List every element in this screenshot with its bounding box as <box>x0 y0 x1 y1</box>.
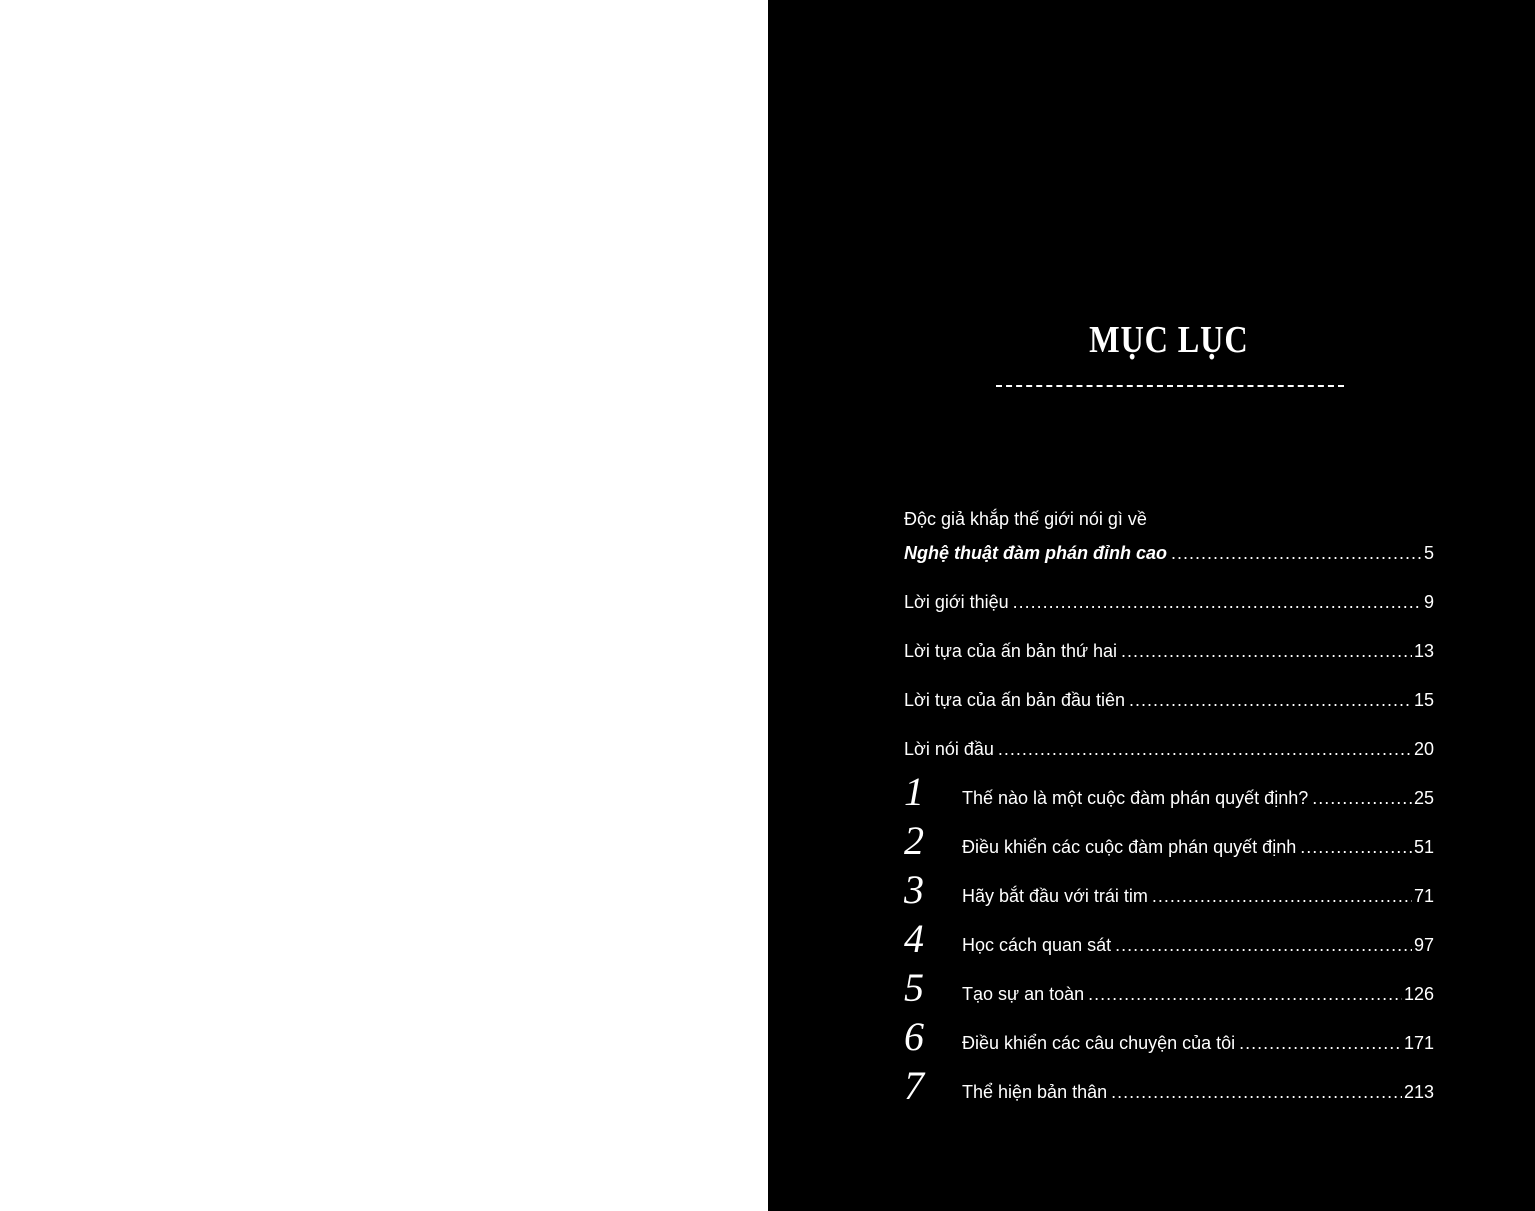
toc-entry-page: 71 <box>1413 886 1434 906</box>
toc-entry-label: Thế nào là một cuộc đàm phán quyết định? <box>962 788 1309 808</box>
toc-entry-chapter-4[interactable] <box>962 930 1434 956</box>
toc-entry-page: 5 <box>1423 543 1434 563</box>
toc-entry-second-edition-preface[interactable] <box>904 636 1434 662</box>
toc-entry-label: Lời nói đầu <box>904 739 994 759</box>
toc-entry-label: Điều khiển các cuộc đàm phán quyết định <box>962 837 1297 857</box>
dot-leader <box>1121 640 1412 662</box>
toc-entry-readers[interactable] <box>904 538 1434 564</box>
dot-leader <box>998 738 1412 760</box>
toc-entry-page: 20 <box>1413 739 1434 759</box>
toc-entry-page: 9 <box>1423 592 1434 612</box>
toc-entry-label: Điều khiển các câu chuyện của tôi <box>962 1033 1236 1053</box>
toc-entry-readers-line1: Độc giả khắp thế giới nói gì về <box>904 509 1147 529</box>
title-divider <box>996 385 1344 387</box>
toc-title: MỤC LỤC <box>1089 319 1249 361</box>
chapter-number: 2 <box>904 818 924 863</box>
toc-entry-page: 126 <box>1403 984 1434 1004</box>
toc-entry-chapter-6[interactable] <box>962 1028 1434 1054</box>
toc-entry-label: Tạo sự an toàn <box>962 984 1085 1004</box>
toc-entry-chapter-3[interactable] <box>962 881 1434 907</box>
toc-entry-introduction[interactable] <box>904 587 1434 613</box>
toc-entry-label: Thể hiện bản thân <box>962 1082 1108 1102</box>
dot-leader <box>1171 542 1422 564</box>
toc-entry-page: 13 <box>1413 641 1434 661</box>
chapter-number: 7 <box>904 1063 924 1108</box>
toc-entry-label: Lời giới thiệu <box>904 592 1009 612</box>
chapter-number: 1 <box>904 769 924 814</box>
dot-leader <box>1239 1032 1402 1054</box>
toc-entry-label: Lời tựa của ấn bản thứ hai <box>904 641 1118 661</box>
toc-entry-page: 97 <box>1413 935 1434 955</box>
toc-entry-page: 213 <box>1403 1082 1434 1102</box>
dot-leader <box>1312 787 1412 809</box>
toc-page <box>768 0 1535 1211</box>
toc-entry-label: Nghệ thuật đàm phán đỉnh cao <box>904 543 1168 563</box>
dot-leader <box>1111 1081 1402 1103</box>
chapter-number: 4 <box>904 916 924 961</box>
dot-leader <box>1013 591 1422 613</box>
chapter-number: 6 <box>904 1014 924 1059</box>
dot-leader <box>1152 885 1412 907</box>
toc-entry-page: 171 <box>1403 1033 1434 1053</box>
toc-entry-foreword[interactable] <box>904 734 1434 760</box>
toc-entry-page: 25 <box>1413 788 1434 808</box>
toc-entry-chapter-1[interactable] <box>962 783 1434 809</box>
dot-leader <box>1115 934 1412 956</box>
dot-leader <box>1300 836 1412 858</box>
toc-entry-chapter-5[interactable] <box>962 979 1434 1005</box>
chapter-number: 3 <box>904 867 924 912</box>
toc-entry-first-edition-preface[interactable] <box>904 685 1434 711</box>
toc-entry-page: 51 <box>1413 837 1434 857</box>
toc-entry-chapter-7[interactable] <box>962 1077 1434 1103</box>
chapter-number: 5 <box>904 965 924 1010</box>
dot-leader <box>1088 983 1402 1005</box>
toc-entry-page: 15 <box>1413 690 1434 710</box>
toc-entry-label: Học cách quan sát <box>962 935 1112 955</box>
toc-entry-label: Lời tựa của ấn bản đầu tiên <box>904 690 1126 710</box>
dot-leader <box>1129 689 1412 711</box>
toc-entry-label: Hãy bắt đầu với trái tim <box>962 886 1148 906</box>
toc-entry-chapter-2[interactable] <box>962 832 1434 858</box>
